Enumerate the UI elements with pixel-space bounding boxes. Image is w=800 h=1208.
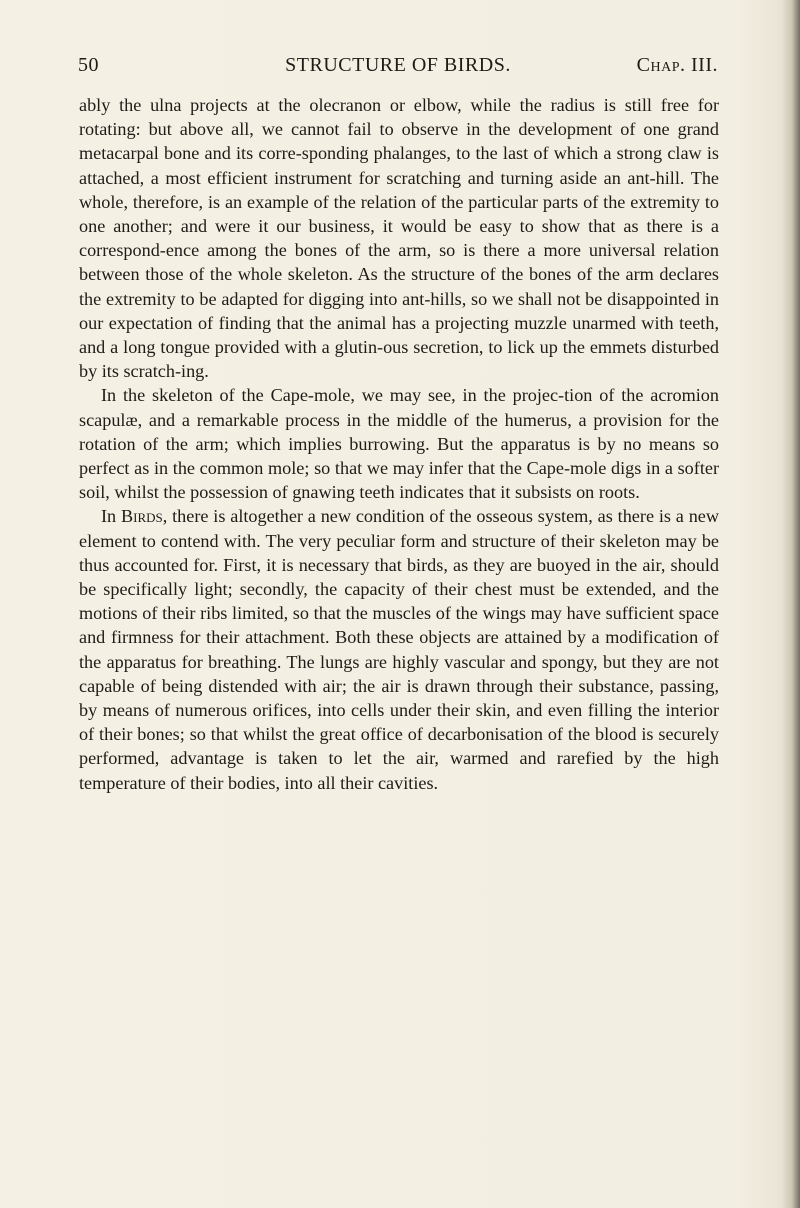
paragraph-1-text: ably the ulna projects at the olecranon or elbow, while the radius is still free for rotating: but above all, we cannot fail to observe in the development of one grand metacarpal bone and its corre-sponding phalanges, to the last of which a strong claw is attached, a most efficient instrument for scratching and turning aside an ant-hill. The whole, therefore, is an example of the relation of the particular parts of the extremity to one another; and were it our business, it would be easy to show that as there is a correspond-ence among the bones of the arm, so is there a more universal relation between those of the whole skeleton. As the structure of the bones of the arm declares the extremity to be adapted for digging into ant-hills, so we shall not be disappointed in our expectation of finding that the animal has a projecting muzzle unarmed with teeth, and a long tongue provided with a glutin-ous secretion, to lick up the emmets disturbed by its scratch-ing. — [79, 95, 719, 382]
birds-small-caps: Birds — [120, 506, 163, 527]
paragraph-1 — [79, 93, 719, 383]
paragraph-3-lead: In — [101, 506, 121, 527]
running-title: STRUCTURE OF BIRDS. — [285, 54, 511, 76]
paragraph-2-text: In the skeleton of the Cape-mole, we may see, in the projec-tion of the acromion scapulæ, and a remarkable process in the middle of the humerus, a provision for the rotation of the arm; which implies burrowing. But the apparatus is by no means so perfect as in the common mole; so that we may infer that the Cape-mole digs in a softer soil, whilst the possession of gnawing teeth indicates that it subsists on roots. — [79, 385, 719, 503]
page-number: 50 — [78, 54, 99, 76]
page-edge-shadow — [782, 0, 800, 1208]
paragraph-3-text: , there is altogether a new condition of the osseous system, as there is a new element to contend with. The very peculiar form and structure of their skeleton may be thus accounted for. First, it is necessary that birds, as they are buoyed in the air, should be specifically light; secondly, the capacity of their chest must be extended, and the motions of their ribs limited, so that the muscles of the wings may have sufficient space and firmness for their attachment. Both these objects are attained by a modification of the apparatus for breathing. The lungs are highly vascular and spongy, but they are not capable of being distended with air; the air is drawn through their substance, passing, by means of numerous orifices, into cells under their skin, and even filling the interior of their bones; so that whilst the great office of decarbonisation of the blood is securely performed, advantage is taken to let the air, warmed and rarefied by the high temperature of their bodies, into all their cavities. — [79, 506, 719, 793]
paragraph-3 — [79, 504, 719, 794]
running-header — [78, 54, 718, 84]
paragraph-2 — [79, 383, 719, 504]
body-text — [79, 93, 719, 795]
chapter-label: Chap. III. — [636, 54, 718, 76]
